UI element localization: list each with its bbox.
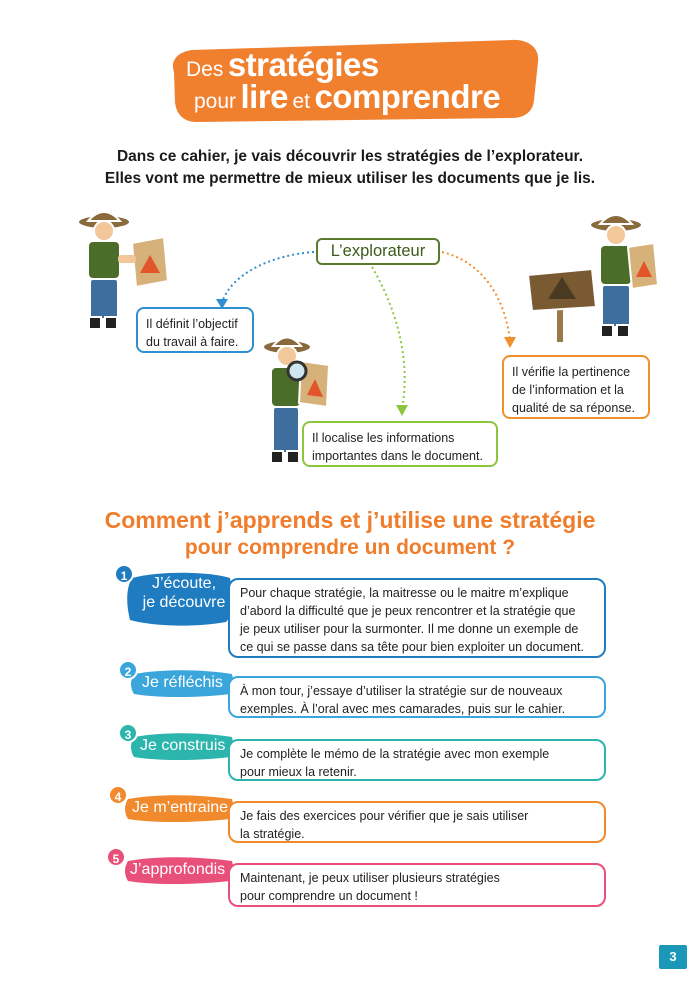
step-tag: Je réfléchis xyxy=(142,674,223,691)
step-description xyxy=(228,739,606,781)
intro-line: Dans ce cahier, je vais découvrir les stratégies de l’explorateur. xyxy=(116,148,584,165)
step-text-line: exemples. À l’oral avec mes camarades, puis sur le cahier. xyxy=(240,702,566,716)
step-3 xyxy=(0,723,700,783)
step-text-line: Je complète le mémo de la stratégie avec mon exemple xyxy=(240,747,550,761)
step-text-line: À mon tour, j’essaye d’utiliser la stratégie sur de nouveaux xyxy=(240,684,563,698)
step-tag xyxy=(138,574,230,612)
title-word: comprendre xyxy=(314,78,501,115)
step-text-line: d’abord la difficulté que je peux rencontrer et la stratégie que xyxy=(240,604,576,618)
step-text-line: ce qui se passe dans sa tête pour bien exploiter un document. xyxy=(240,640,584,654)
explorer-diagram xyxy=(0,195,700,485)
step-text-line: la stratégie. xyxy=(240,827,305,841)
bubble-line: importantes dans le document. xyxy=(312,449,483,463)
step-number-badge: 2 xyxy=(118,660,138,680)
title-word: Des xyxy=(186,58,224,81)
step-description xyxy=(228,863,606,907)
title-word: stratégies xyxy=(227,46,379,83)
title-word: et xyxy=(292,90,310,113)
step-tag: J’approfondis xyxy=(130,861,226,878)
step-number-badge: 3 xyxy=(118,723,138,743)
intro-line: Elles vont me permettre de mieux utiliser les documents que je lis. xyxy=(104,170,596,187)
step-2 xyxy=(0,660,700,720)
bubble-line: de l’information et la xyxy=(512,383,624,397)
step-text-line: Pour chaque stratégie, la maitresse ou le maitre m’explique xyxy=(240,586,569,600)
step-number-badge: 4 xyxy=(108,785,128,805)
page-title xyxy=(186,48,500,113)
title-banner xyxy=(0,0,700,130)
intro-text xyxy=(0,146,700,190)
bubble-line: Il localise les informations xyxy=(312,431,455,445)
title-word: pour xyxy=(194,90,237,113)
step-tag-line: J’écoute, xyxy=(151,575,217,592)
step-4 xyxy=(0,785,700,845)
step-text-line: je peux utiliser pour la surmonter. Il me donne un exemple de xyxy=(240,622,579,636)
bubble-line: Il définit l’objectif xyxy=(146,317,238,331)
step-number-badge: 5 xyxy=(106,847,126,867)
page-number: 3 xyxy=(659,945,687,969)
explorer-with-sign-illustration xyxy=(520,203,665,353)
step-text-line: Maintenant, je peux utiliser plusieurs stratégies xyxy=(240,871,500,885)
step-description xyxy=(228,676,606,718)
bubble-locate-information xyxy=(302,421,498,467)
step-tag-line: je découvre xyxy=(142,594,226,611)
bubble-verify-relevance xyxy=(502,355,650,419)
step-tag: Je m’entraine xyxy=(132,799,229,816)
section-subheading: pour comprendre un document ? xyxy=(184,536,516,559)
step-description xyxy=(228,578,606,658)
bubble-line: Il vérifie la pertinence xyxy=(512,365,631,379)
step-5 xyxy=(0,847,700,909)
step-text-line: pour comprendre un document ! xyxy=(240,889,418,903)
explorer-label: L’explorateur xyxy=(316,238,440,265)
section-heading: Comment j’apprends et j’utilise une stratégie xyxy=(104,507,596,533)
bubble-line: du travail à faire. xyxy=(146,335,239,349)
bubble-define-objective xyxy=(136,307,254,353)
step-number-badge: 1 xyxy=(114,564,134,584)
step-text-line: pour mieux la retenir. xyxy=(240,765,357,779)
bubble-line: qualité de sa réponse. xyxy=(512,401,636,415)
step-description xyxy=(228,801,606,843)
step-1 xyxy=(0,564,700,660)
title-word: lire xyxy=(240,78,289,115)
step-text-line: Je fais des exercices pour vérifier que je sais utiliser xyxy=(240,809,529,823)
step-tag: Je construis xyxy=(140,737,226,754)
